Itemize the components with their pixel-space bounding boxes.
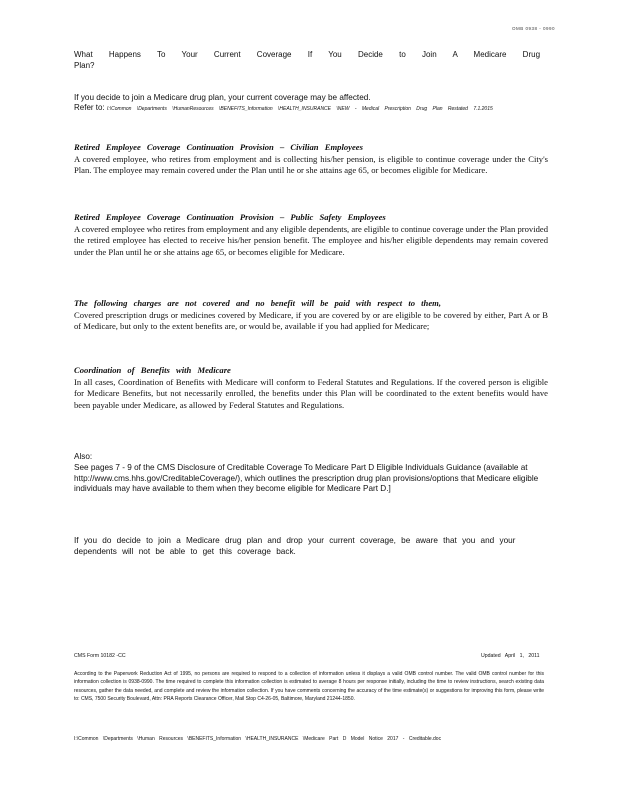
section-heading: The following charges are not covered and no benefit will be paid with respect to them, [74,298,441,308]
section-public-safety [74,212,548,258]
also-block [74,452,544,495]
document-title: What Happens To Your Current Coverage If You Decide to Join A Medicare Drug Plan? [74,50,541,70]
section-body: Covered prescription drugs or medicines covered by Medicare, if you are covered by or are eligible to be covered by either, Part A or B of Medicare, but only to the extent benefits are, or would be, available if you had applied for Medicare; [74,309,548,332]
closing-statement: If you do decide to join a Medicare drug plan and drop your current coverage, be aware that you and your dependents will not be able to get this coverage back. [74,536,516,557]
section-exclusions [74,298,548,333]
section-body: In all cases, Coordination of Benefits with Medicare will conform to Federal Statutes and Regulations. If the covered person is eligible for Medicare Benefits, but not necessarily enrolled, the benefits under this Plan will be coordinated to the extent benefits would have been payable under Medicare, as allowed by Federal Statutes and Regulations. [74,376,548,410]
refer-line [74,103,554,115]
omb-number: OMB 0938 - 0990 [512,26,556,31]
section-heading: Retired Employee Coverage Continuation Provision – Civilian Employees [74,142,363,152]
section-coordination [74,365,548,411]
intro-block [74,93,554,114]
section-heading: Retired Employee Coverage Continuation Provision – Public Safety Employees [74,212,386,222]
section-civilian [74,142,548,177]
section-body: A covered employee, who retires from employment and is collecting his/her pension, is eligible to continue coverage under the City's Plan. The employee may remain covered under the Plan until he or she attains age 65, or becomes eligible for Medicare. [74,153,548,176]
section-heading: Coordination of Benefits with Medicare [74,365,231,375]
also-text: See pages 7 - 9 of the CMS Disclosure of Creditable Coverage To Medicare Part D Eligible Individuals Guidance (available at http://www.cms.hhs.gov/CreditableCoverage/), which outlines the prescription drug plan provisions/options that Medicare eligible individuals may have available to them when they become eligible for Medicare Part D.] [74,462,539,494]
updated-date: Updated April 1, 2011 [481,653,540,659]
intro-statement: If you decide to join a Medicare drug plan, your current coverage may be affected. [74,93,371,102]
refer-path: I:\Common \Departments \HumanResources \BENEFITS_Information \HEALTH_INSURANCE \NEW - Medical Prescription Drug Plan Restated 7.1.2015 [106,105,493,112]
also-label: Also: [74,452,93,461]
form-number: CMS Form 10182 -CC [74,653,126,659]
footer-file-path: I:\Common \Departments \Human Resources \BENEFITS_Information \HEALTH_INSURANCE \Medicare Part D Model Notice 2017 - Creditable.doc [74,736,442,742]
refer-label: Refer to: [74,102,105,112]
section-body: A covered employee who retires from employment and any eligible dependents, are eligible to continue coverage under the Plan provided the retired employee has elected to receive his/her pension benefit. The employee and his/her eligible dependents may remain covered under the Plan until he or she attains age 65, or becomes eligible for Medicare. [74,223,548,257]
paperwork-notice: According to the Paperwork Reduction Act of 1995, no persons are required to respond to a collection of information unless it displays a valid OMB control number. The valid OMB control number for this information collection is 0938-0990. The time required to complete this information collection is estimated to average 8 hours per response initially, including the time to review instructions, search existing data resources, gather the data needed, and complete and review the information collection. If you have comments concerning the accuracy of the time estimate(s) or suggestions for improving this form, please write to: CMS, 7500 Security Boulevard, Attn: PRA Reports Clearance Officer, Mail Stop C4-26-05, Baltimore, Maryland 21244-1850. [74,671,544,703]
